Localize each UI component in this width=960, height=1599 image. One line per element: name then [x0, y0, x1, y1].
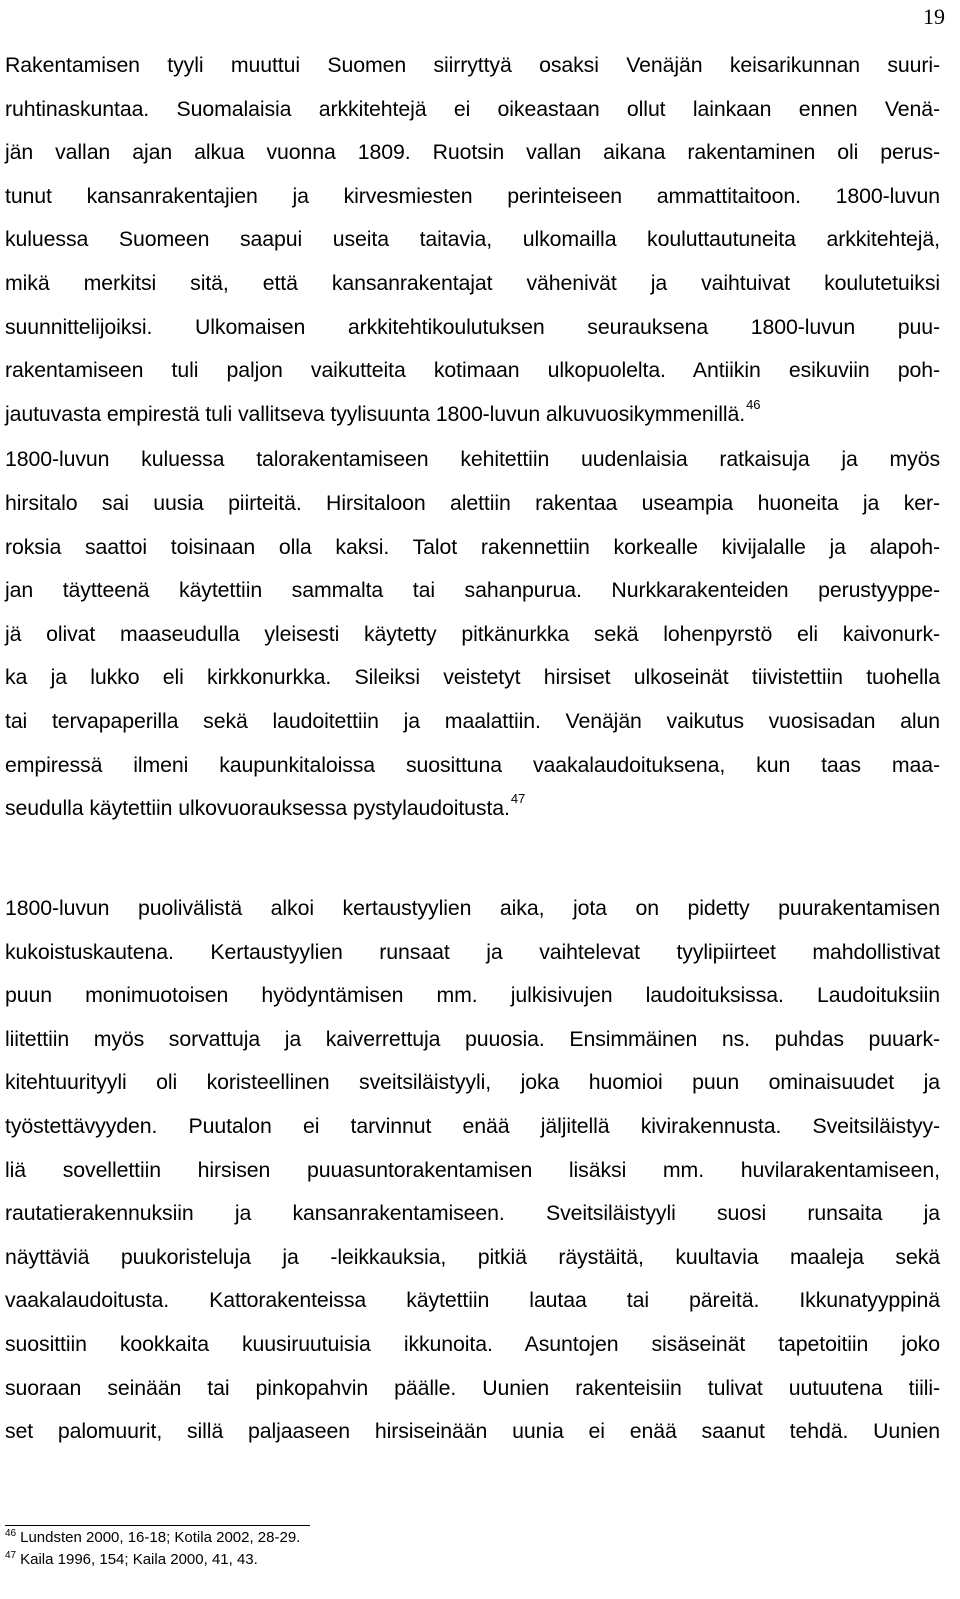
- line-text: mikä merkitsi sitä, että kansanrakentajat vähenivät ja vaihtuivat koulutetuiksi: [5, 270, 940, 295]
- line-text: kuluessa Suomeen saapui useita taitavia, ulkomailla kouluttautuneita arkkitehtejä,: [5, 227, 940, 252]
- text-line: [5, 438, 940, 482]
- footnote: [5, 1550, 300, 1572]
- footnote-mark: 47: [5, 1550, 17, 1561]
- line-text: ruhtinaskuntaa. Suomalaisia arkkitehtejä ei oikeastaan ollut lainkaan ennen Venä-: [5, 96, 940, 121]
- text-line: [5, 262, 940, 306]
- line-text: liä sovellettiin hirsisen puuasuntorakentamisen lisäksi mm. huvilarakentamiseen,: [5, 1157, 940, 1182]
- line-text: seudulla käytettiin ulkovuorauksessa pystylaudoitusta.: [5, 796, 510, 821]
- line-text: kukoistuskautena. Kertaustyylien runsaat ja vaihtelevat tyylipiirteet mahdollistivat: [5, 939, 940, 964]
- text-line: [5, 1367, 940, 1411]
- text-line: [5, 1018, 940, 1062]
- footnote-reference: 46: [746, 396, 761, 412]
- text-line: [5, 218, 940, 262]
- line-text: empiressä ilmeni kaupunkitaloissa suosittuna vaakalaudoituksena, kun taas maa-: [5, 752, 940, 777]
- text-line: [5, 482, 940, 526]
- line-text: hirsitalo sai uusia piirteitä. Hirsitaloon alettiin rakentaa useampia huoneita ja ker-: [5, 490, 940, 515]
- text-line: [5, 1149, 940, 1193]
- text-line: [5, 1192, 940, 1236]
- line-text: set palomuurit, sillä paljaaseen hirsiseinään uunia ei enää saanut tehdä. Uunien: [5, 1419, 940, 1444]
- text-line: [5, 1236, 940, 1280]
- line-text: jan täytteenä käytettiin sammalta tai sahanpurua. Nurkkarakenteiden perustyyppe-: [5, 578, 940, 603]
- text-line: [5, 744, 940, 788]
- text-line: [5, 526, 940, 570]
- line-text: jä olivat maaseudulla yleisesti käytetty pitkänurkka sekä lohenpyrstö eli kaivonurk-: [5, 621, 940, 646]
- line-text: suosittiin kookkaita kuusiruutuisia ikkunoita. Asuntojen sisäseinät tapetoitiin joko: [5, 1331, 940, 1356]
- text-line: [5, 974, 940, 1018]
- line-text: työstettävyyden. Puutalon ei tarvinnut enää jäljitellä kivirakennusta. Sveitsiläistyy-: [5, 1113, 940, 1138]
- line-text: rakentamiseen tuli paljon vaikutteita kotimaan ulkopuolelta. Antiikin esikuviin poh-: [5, 358, 940, 383]
- line-text: suoraan seinään tai pinkopahvin päälle. Uunien rakenteisiin tulivat uutuutena tiili-: [5, 1375, 940, 1400]
- line-text: Rakentamisen tyyli muuttui Suomen siirryttyä osaksi Venäjän keisarikunnan suuri-: [5, 53, 940, 77]
- text-line: [5, 306, 940, 350]
- line-text: näyttäviä puukoristeluja ja -leikkauksia, pitkiä räystäitä, kuultavia maaleja sekä: [5, 1244, 940, 1269]
- line-text: jautuvasta empirestä tuli vallitseva tyylisuunta 1800-luvun alkuvuosikymmenillä.: [5, 401, 746, 426]
- text-line: [5, 787, 940, 833]
- text-line: [5, 44, 940, 88]
- text-line: [5, 131, 940, 175]
- text-line: [5, 1410, 940, 1454]
- text-line: [5, 175, 940, 219]
- footnote-text: Lundsten 2000, 16-18; Kotila 2002, 28-29.: [20, 1529, 301, 1546]
- text-line: [5, 1279, 940, 1323]
- paragraph: [5, 44, 940, 833]
- text-line: [5, 1323, 940, 1367]
- text-line: [5, 656, 940, 700]
- line-text: jän vallan ajan alkua vuonna 1809. Ruotsin vallan aikana rakentaminen oli perus-: [5, 140, 940, 165]
- line-text: puun monimuotoisen hyödyntämisen mm. julkisivujen laudoituksissa. Laudoituksiin: [5, 983, 940, 1008]
- paragraph: [5, 887, 940, 1454]
- footnote-reference: 47: [510, 791, 526, 807]
- line-text: tunut kansanrakentajien ja kirvesmiesten perinteiseen ammattitaitoon. 1800-luvun: [5, 183, 940, 208]
- footnote-text: Kaila 1996, 154; Kaila 2000, 41, 43.: [20, 1551, 258, 1568]
- footnote: [5, 1528, 300, 1550]
- footnotes: [5, 1528, 300, 1572]
- footnote-separator: [5, 1525, 310, 1526]
- page-number: 19: [923, 4, 945, 29]
- text-line: [5, 1105, 940, 1149]
- line-text: kitehtuurityyli oli koristeellinen sveitsiläistyyli, joka huomioi puun ominaisuudet ja: [5, 1070, 940, 1095]
- text-line: [5, 1061, 940, 1105]
- text-line: [5, 349, 940, 393]
- text-line: [5, 88, 940, 132]
- line-text: suunnittelijoiksi. Ulkomaisen arkkitehtikoulutuksen seurauksena 1800-luvun puu-: [5, 314, 940, 339]
- line-text: roksia saattoi toisinaan olla kaksi. Talot rakennettiin korkealle kivijalalle ja alapoh-: [5, 534, 940, 559]
- text-line: [5, 887, 940, 931]
- text-line: [5, 569, 940, 613]
- text-line: [5, 700, 940, 744]
- line-text: liitettiin myös sorvattuja ja kaiverrettuja puuosia. Ensimmäinen ns. puhdas puuark-: [5, 1026, 940, 1051]
- line-text: tai tervapaperilla sekä laudoitettiin ja maalattiin. Venäjän vaikutus vuosisadan alun: [5, 708, 940, 733]
- text-line: [5, 393, 940, 439]
- line-text: ka ja lukko eli kirkkonurkka. Sileiksi veistetyt hirsiset ulkoseinät tiivistettiin tuohella: [5, 665, 940, 690]
- line-text: 1800-luvun kuluessa talorakentamiseen kehitettiin uudenlaisia ratkaisuja ja myös: [5, 447, 940, 472]
- line-text: 1800-luvun puolivälistä alkoi kertaustyylien aika, jota on pidetty puurakentamisen: [5, 896, 940, 920]
- line-text: rautatierakennuksiin ja kansanrakentamiseen. Sveitsiläistyyli suosi runsaita ja: [5, 1201, 940, 1226]
- line-text: vaakalaudoitusta. Kattorakenteissa käytettiin lautaa tai päreitä. Ikkunatyyppinä: [5, 1288, 940, 1313]
- footnote-mark: 46: [5, 1528, 17, 1539]
- text-line: [5, 613, 940, 657]
- text-line: [5, 931, 940, 975]
